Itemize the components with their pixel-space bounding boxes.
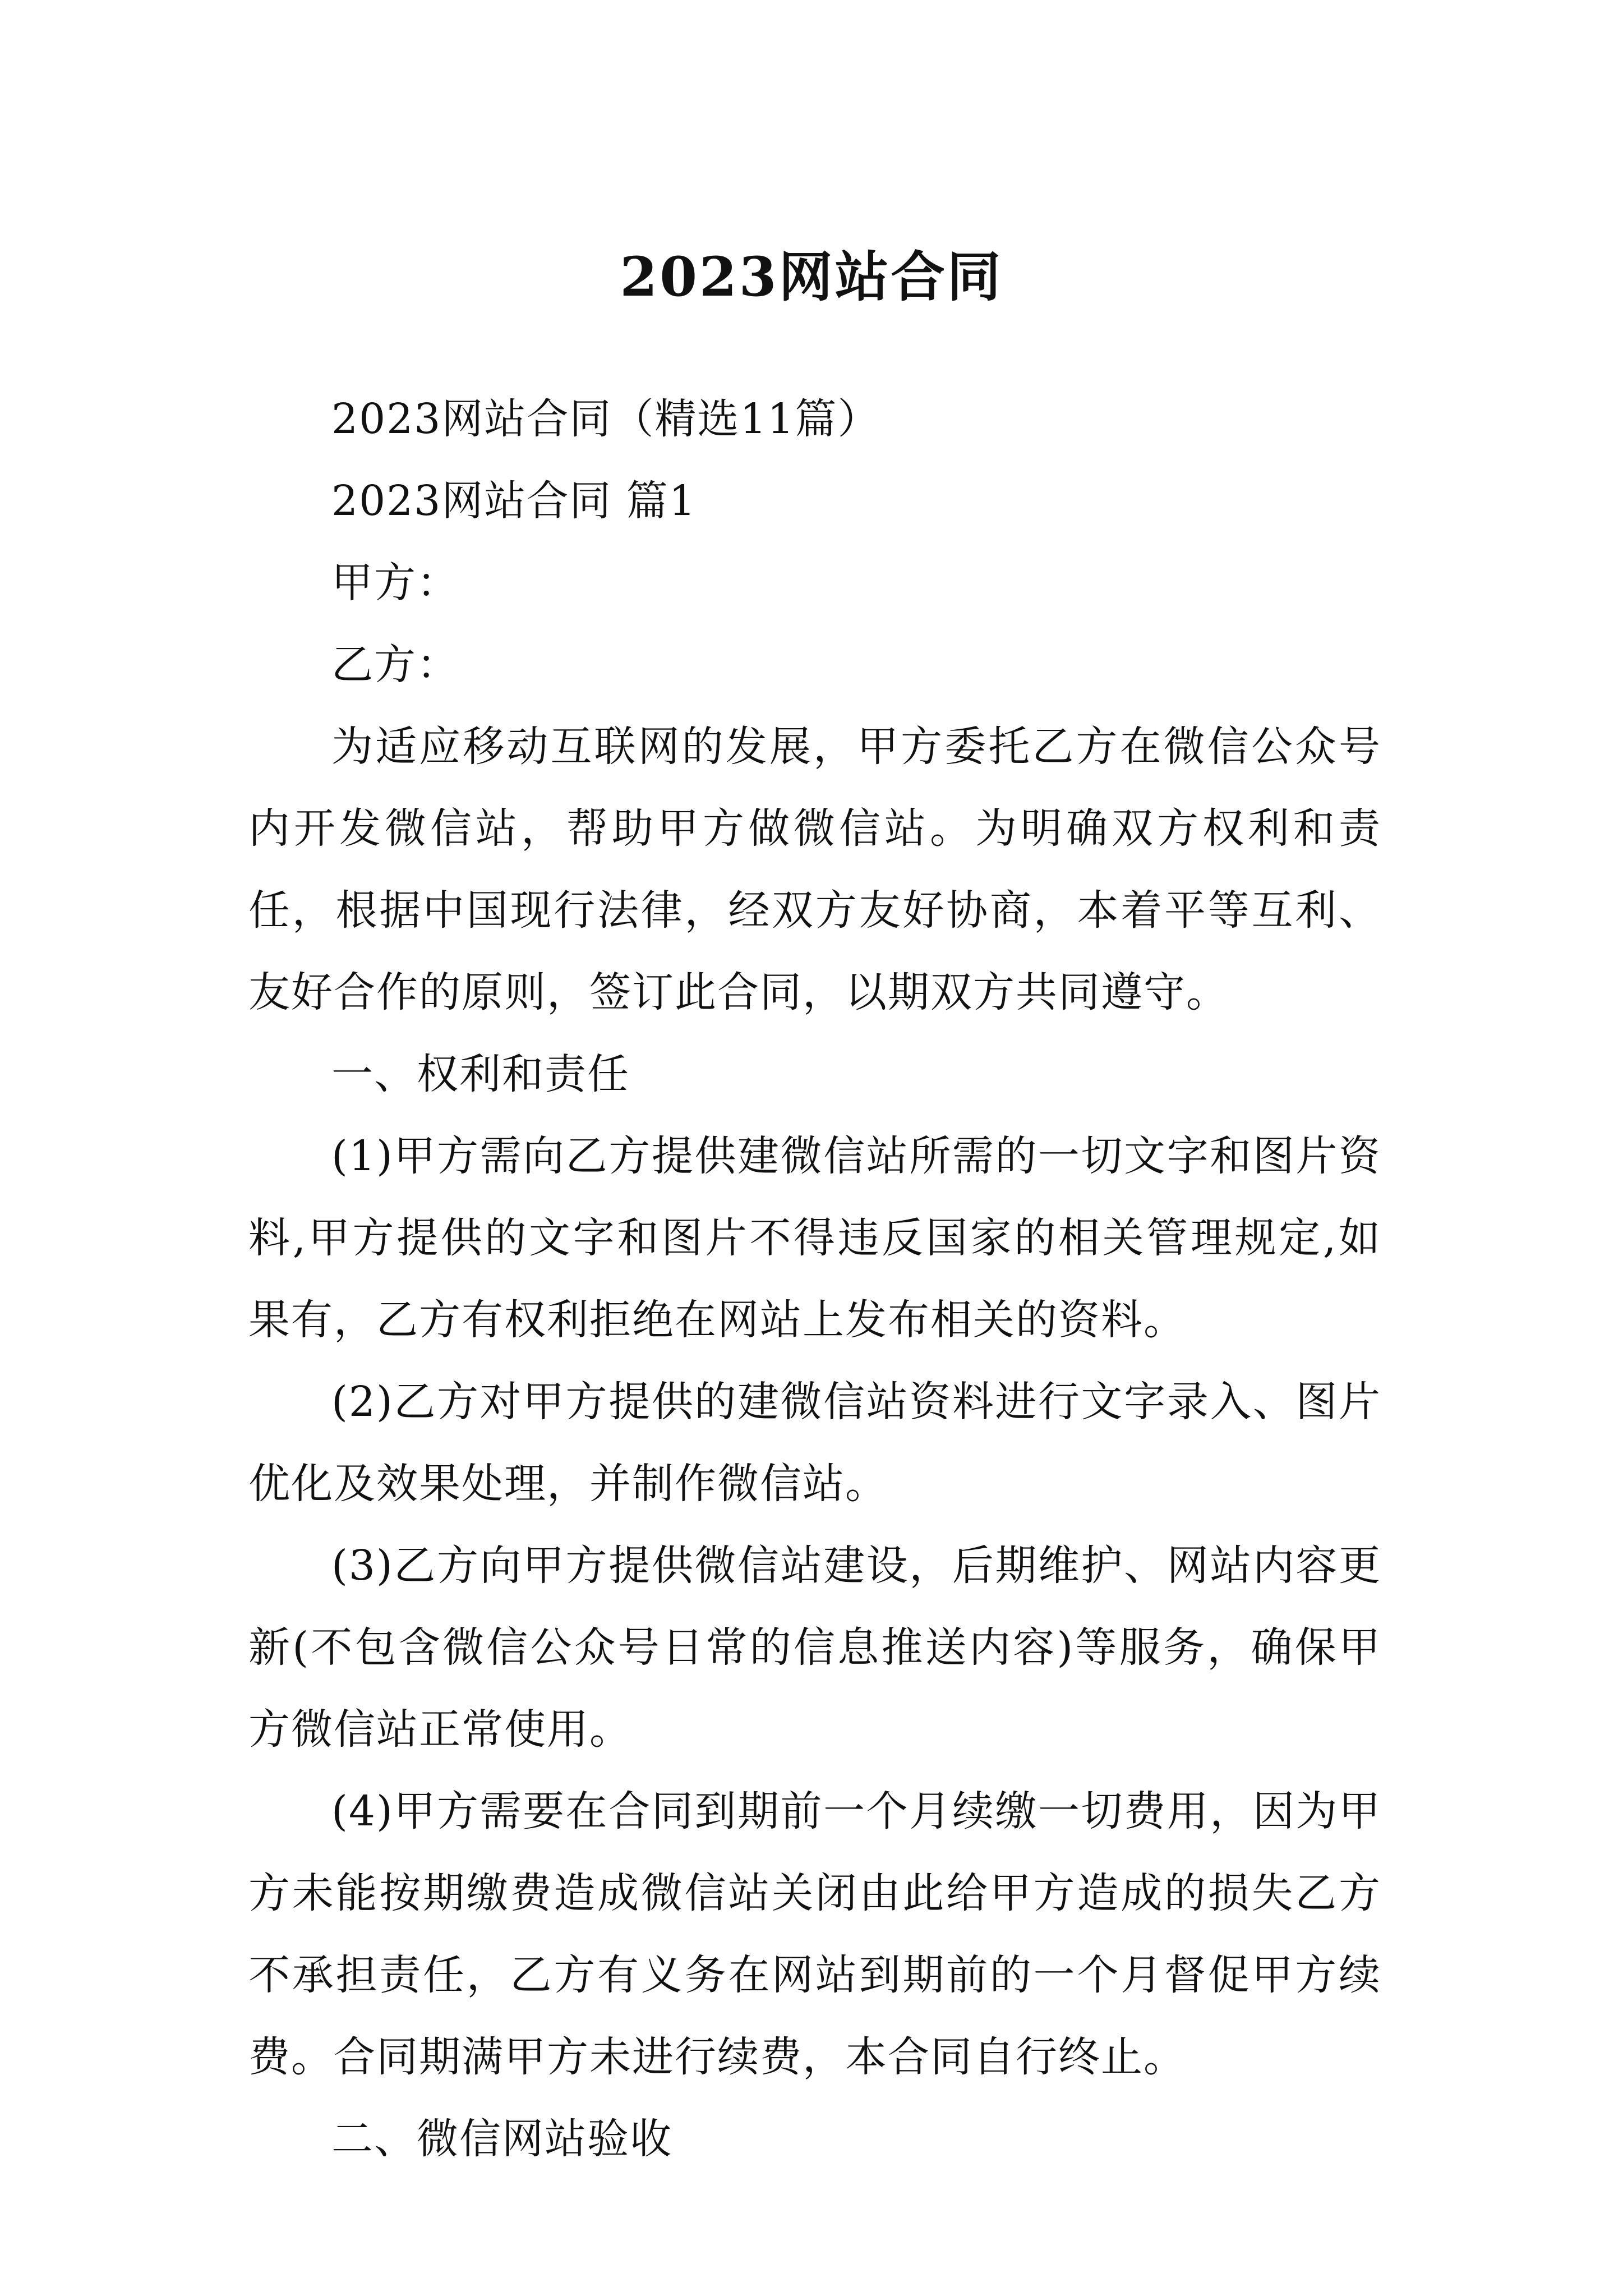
- party-a-line: 甲方：: [331, 559, 459, 607]
- document-body: [248, 378, 1381, 2180]
- section-heading-acceptance: 二、微信网站验收: [331, 2115, 672, 2163]
- subtitle-paragraph: 2023网站合同（精选11篇）: [331, 395, 880, 443]
- clause-2-paragraph: (2)乙方对甲方提供的建微信站资料进行文字录入、图片优化及效果处理，并制作微信站。: [248, 1378, 1381, 1508]
- party-b-line: 乙方：: [331, 641, 459, 689]
- section-heading-part-1: 2023网站合同 篇1: [331, 477, 697, 525]
- clause-1-paragraph: (1)甲方需向乙方提供建微信站所需的一切文字和图片资料,甲方提供的文字和图片不得违反国家的相关管理规定,如果有，乙方有权利拒绝在网站上发布相关的资料。: [248, 1132, 1381, 1344]
- clause-4-paragraph: (4)甲方需要在合同到期前一个月续缴一切费用，因为甲方未能按期缴费造成微信站关闭由此给甲方造成的损失乙方不承担责任，乙方有义务在网站到期前的一个月督促甲方续费。合同期满甲方未进行续费，本合同自行终止。: [248, 1787, 1381, 2081]
- clause-3-paragraph: (3)乙方向甲方提供微信站建设，后期维护、网站内容更新(不包含微信公众号日常的信息推送内容)等服务，确保甲方微信站正常使用。: [248, 1542, 1381, 1754]
- document-title: 2023网站合同: [620, 245, 1003, 309]
- section-heading-rights: 一、权利和责任: [331, 1050, 630, 1098]
- intro-paragraph: 为适应移动互联网的发展，甲方委托乙方在微信公众号内开发微信站，帮助甲方做微信站。为明确双方权利和责任，根据中国现行法律，经双方友好协商，本着平等互利、友好合作的原则，签订此合同，以期双方共同遵守。: [248, 723, 1381, 1016]
